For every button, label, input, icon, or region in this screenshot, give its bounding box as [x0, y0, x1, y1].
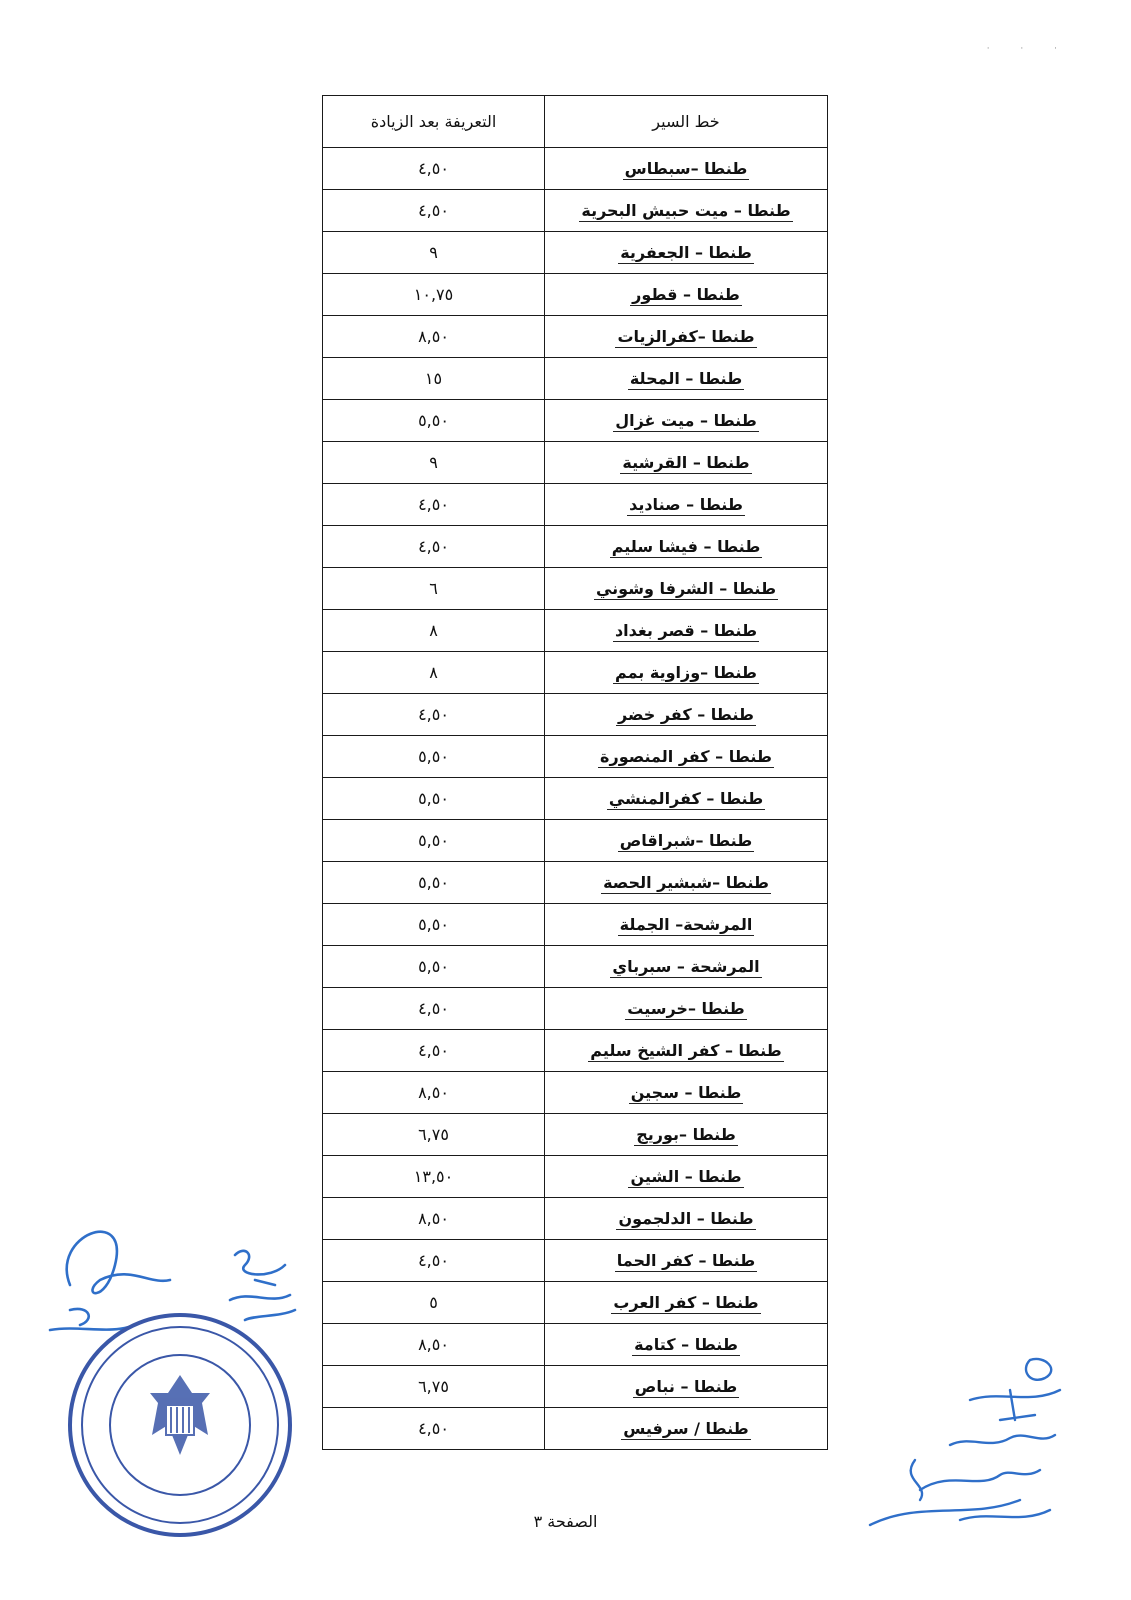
scan-artifact: · · · [986, 44, 1071, 54]
official-stamp [40, 1225, 320, 1555]
table-row [323, 1282, 828, 1324]
tariff-cell: ٦,٧٥ [323, 1114, 545, 1156]
page-number: الصفحة ٣ [533, 1512, 598, 1531]
table-row [323, 1366, 828, 1408]
table-row [323, 946, 828, 988]
route-cell [545, 946, 828, 988]
table-row [323, 442, 828, 484]
route-name: طنطا – فيشا سليم [611, 537, 761, 556]
route-cell [545, 1324, 828, 1366]
table-row [323, 778, 828, 820]
route-cell [545, 316, 828, 358]
table-row [323, 274, 828, 316]
tariff-cell: ٤,٥٠ [323, 694, 545, 736]
tariff-cell: ١٠,٧٥ [323, 274, 545, 316]
eagle-seal-icon [150, 1375, 210, 1455]
table-row [323, 358, 828, 400]
route-cell [545, 190, 828, 232]
route-cell [545, 1156, 828, 1198]
tariff-cell: ٥,٥٠ [323, 904, 545, 946]
route-name: طنطا – نباص [634, 1377, 738, 1396]
route-name: طنطا – ميت حبيش البحرية [581, 201, 791, 220]
route-name: طنطا – الجعفرية [620, 243, 752, 262]
route-cell [545, 862, 828, 904]
tariff-cell: ٤,٥٠ [323, 988, 545, 1030]
table-row [323, 862, 828, 904]
route-name: طنطا –سبطاس [624, 159, 748, 178]
table-header-row [323, 96, 828, 148]
route-cell [545, 820, 828, 862]
table-row [323, 1324, 828, 1366]
route-name: طنطا –شبراقاص [619, 831, 753, 850]
table-row [323, 148, 828, 190]
route-cell [545, 232, 828, 274]
route-name: طنطا – الشين [630, 1167, 742, 1186]
tariff-cell: ٥,٥٠ [323, 946, 545, 988]
route-name: طنطا –وزاوية بمم [615, 663, 757, 682]
tariff-cell: ٦ [323, 568, 545, 610]
route-cell [545, 484, 828, 526]
route-name: المرشحة– الجملة [619, 915, 753, 934]
route-name: طنطا –بوريج [636, 1125, 736, 1144]
table-row [323, 694, 828, 736]
header-route: خط السير [545, 96, 828, 148]
tariff-table [322, 95, 828, 1450]
route-cell [545, 1282, 828, 1324]
tariff-cell: ٥,٥٠ [323, 862, 545, 904]
table-row [323, 232, 828, 274]
route-name: طنطا – القرشية [622, 453, 750, 472]
table-row [323, 316, 828, 358]
route-name: طنطا – كفر خضر [618, 705, 754, 724]
route-name: طنطا – الشرفا وشوني [595, 579, 777, 598]
header-tariff: التعريفة بعد الزيادة [323, 96, 545, 148]
route-cell [545, 904, 828, 946]
route-cell [545, 1240, 828, 1282]
tariff-cell: ٨,٥٠ [323, 1072, 545, 1114]
route-cell [545, 694, 828, 736]
table-row [323, 1198, 828, 1240]
tariff-cell: ٨,٥٠ [323, 1324, 545, 1366]
route-cell [545, 526, 828, 568]
table-row [323, 400, 828, 442]
route-cell [545, 736, 828, 778]
table-row [323, 526, 828, 568]
tariff-cell: ٥,٥٠ [323, 736, 545, 778]
tariff-cell: ٨,٥٠ [323, 1198, 545, 1240]
tariff-cell: ٩ [323, 232, 545, 274]
route-cell [545, 988, 828, 1030]
table-row [323, 820, 828, 862]
table-row [323, 988, 828, 1030]
tariff-cell: ٥ [323, 1282, 545, 1324]
tariff-cell: ٥,٥٠ [323, 820, 545, 862]
table-row [323, 484, 828, 526]
route-cell [545, 358, 828, 400]
tariff-cell: ٦,٧٥ [323, 1366, 545, 1408]
table-row [323, 190, 828, 232]
route-name: طنطا –خرسيت [627, 999, 745, 1018]
route-name: طنطا – كفر المنصورة [600, 747, 772, 766]
route-cell [545, 1198, 828, 1240]
route-name: طنطا – كتامة [634, 1335, 738, 1354]
tariff-cell: ١٣,٥٠ [323, 1156, 545, 1198]
right-signature [860, 1350, 1080, 1550]
tariff-cell: ٥,٥٠ [323, 400, 545, 442]
table-row [323, 1408, 828, 1450]
route-name: طنطا – صناديد [629, 495, 743, 514]
route-cell [545, 778, 828, 820]
route-name: طنطا –شبشير الحصة [603, 873, 769, 892]
table-row [323, 1240, 828, 1282]
tariff-cell: ٨,٥٠ [323, 316, 545, 358]
tariff-cell: ٤,٥٠ [323, 1408, 545, 1450]
route-cell [545, 610, 828, 652]
route-cell [545, 1072, 828, 1114]
table-row [323, 1114, 828, 1156]
route-name: طنطا – قطور [632, 285, 740, 304]
route-cell [545, 274, 828, 316]
route-name: طنطا – كفر العرب [613, 1293, 759, 1312]
table-row [323, 610, 828, 652]
tariff-cell: ٨ [323, 610, 545, 652]
route-name: طنطا – كفر الحما [616, 1251, 756, 1270]
route-cell [545, 442, 828, 484]
table-row [323, 904, 828, 946]
tariff-cell: ٤,٥٠ [323, 1240, 545, 1282]
route-cell [545, 400, 828, 442]
route-name: طنطا – المحلة [629, 369, 743, 388]
table-row [323, 568, 828, 610]
table-row [323, 652, 828, 694]
route-cell [545, 1030, 828, 1072]
table-row [323, 1030, 828, 1072]
route-name: طنطا / سرفيس [623, 1419, 749, 1438]
route-cell [545, 1114, 828, 1156]
route-name: طنطا –كفرالزيات [617, 327, 755, 346]
route-name: طنطا – ميت غزال [615, 411, 757, 430]
route-cell [545, 1366, 828, 1408]
table-row [323, 736, 828, 778]
route-name: طنطا – كفرالمنشي [608, 789, 764, 808]
route-name: طنطا – سجين [630, 1083, 742, 1102]
table-row [323, 1072, 828, 1114]
tariff-cell: ١٥ [323, 358, 545, 400]
tariff-cell: ٥,٥٠ [323, 778, 545, 820]
route-name: طنطا – قصر بغداد [614, 621, 758, 640]
table-body [323, 148, 828, 1450]
tariff-cell: ٤,٥٠ [323, 148, 545, 190]
route-cell [545, 568, 828, 610]
route-name: طنطا – الدلجمون [618, 1209, 754, 1228]
route-name: المرشحة – سبرباي [612, 957, 760, 976]
tariff-cell: ٩ [323, 442, 545, 484]
route-name: طنطا – كفر الشيخ سليم [590, 1041, 782, 1060]
tariff-cell: ٨ [323, 652, 545, 694]
tariff-cell: ٤,٥٠ [323, 190, 545, 232]
tariff-cell: ٤,٥٠ [323, 1030, 545, 1072]
tariff-cell: ٤,٥٠ [323, 526, 545, 568]
route-cell [545, 652, 828, 694]
table-row [323, 1156, 828, 1198]
route-cell [545, 148, 828, 190]
tariff-cell: ٤,٥٠ [323, 484, 545, 526]
route-cell [545, 1408, 828, 1450]
